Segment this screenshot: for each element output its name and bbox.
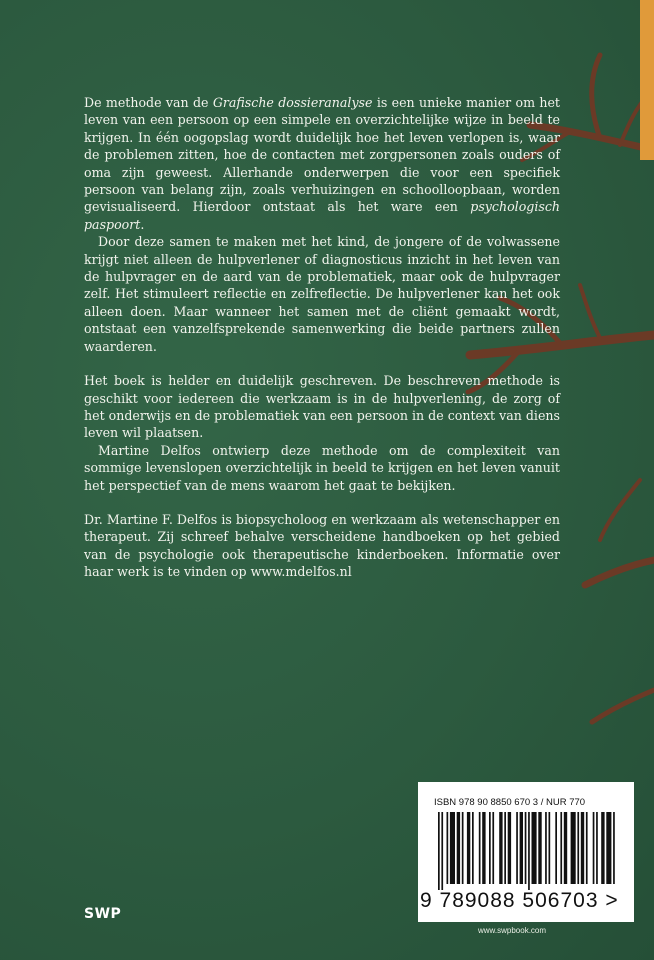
barcode-bar [441,812,443,890]
barcode-bar [560,812,562,884]
paragraph-4: Martine Delfos ontwierp deze methode om de complexiteit van sommige levenslopen overzichtelijk in beeld te krijgen en het leven vanuit het perspectief van de mens waarom het gaat te bekijken. [84,442,560,493]
barcode-bar [457,812,460,884]
barcode-digits: 9 789088 506703 > [420,889,619,912]
barcode-bar [467,812,470,884]
barcode-bar [581,812,584,884]
barcode-bar [508,812,511,884]
barcode-bar [462,812,464,884]
barcode-bar [528,812,530,890]
barcode-bar [492,812,494,884]
p1-post: . [140,216,145,232]
accent-strip [640,0,654,160]
barcode-bar [601,812,604,884]
p1-pre: De methode van de [84,95,213,110]
paragraph-3: Het boek is helder en duidelijk geschreven. De beschreven methode is geschikt voor iedereen die werkzaam is in de hulpverlening, de zorg of het onderwijs en de problematiek van een persoon in de context van diens leven wil plaatsen. [84,373,560,441]
barcode-bar [482,812,485,884]
barcode-bar [489,812,491,884]
isbn-label: ISBN 978 90 8850 670 3 / NUR 770 [434,797,586,808]
barcode-bar [516,812,518,884]
barcode-bar [447,812,449,884]
barcode-bar [596,812,598,884]
barcode-bar [613,812,615,884]
barcode-bar [564,812,567,884]
barcode-bar [545,812,547,884]
barcode-bar [438,812,440,890]
blurb-text [84,94,560,581]
barcode-bar [472,812,474,884]
barcode-bar [571,812,576,884]
barcode-icon [436,812,616,890]
barcode-bar [520,812,523,884]
barcode-bar [499,812,502,884]
barcode-bar [555,812,557,884]
barcode-bar [606,812,611,884]
barcode-bar [525,812,527,884]
barcode-bar [504,812,506,884]
publisher-logo: SWP [84,906,122,922]
paragraph-2: Door deze samen te maken met het kind, de jongere of de volwassene krijgt niet alleen de hulpverlener of diagnosticus inzicht in het leven van de hulpvrager en de aard van de problematiek, maar ook de hulpvrager zelf. Het stimuleert reflectie en zelfreflectie. De hulpverlener kan het ook alleen doen. Maar wanneer het samen met de cliënt gemaakt wordt, ontstaat een vanzelfsprekende samenwerking die beide partners zullen waarderen. [84,234,560,354]
barcode-bar [593,812,595,884]
barcode-bar [532,812,537,884]
barcode-bar [549,812,551,884]
barcode-bar [450,812,455,884]
barcode-bar [479,812,481,884]
paragraph-1 [84,94,560,233]
p1-mid: is een unieke manier om het leven van een persoon op een simpele en overzichtelijke wijze in beeld te krijgen. In één oogopslag wordt duidelijk hoe het leven verlopen is, waar de problemen zitten, hoe de contacten met zorgpersonen zoals ouders of oma zijn geweest. Allerhande onderwerpen die voor een specifiek persoon van belang zijn, zoals verhuizingen en schoolloopbaan, worden gevisualiseerd. Hierdoor ontstaat als het ware een [84,95,560,215]
barcode-bar [586,812,588,884]
author-bio: Dr. Martine F. Delfos is biopsycholoog en werkzaam als wetenschapper en therapeut. Zij schreef behalve verscheidene handboeken op het gebied van de psychologie ook therapeutische kinderboeken. Informatie over haar werk is te vinden op www.mdelfos.nl [84,511,560,580]
barcode-bar [577,812,579,884]
p1-italic-term: psychologisch paspoort [84,199,560,232]
publisher-website: www.swpbook.com [478,926,547,935]
p1-title-italic: Grafische dossieranalyse [212,95,373,110]
barcode-bar [538,812,541,884]
